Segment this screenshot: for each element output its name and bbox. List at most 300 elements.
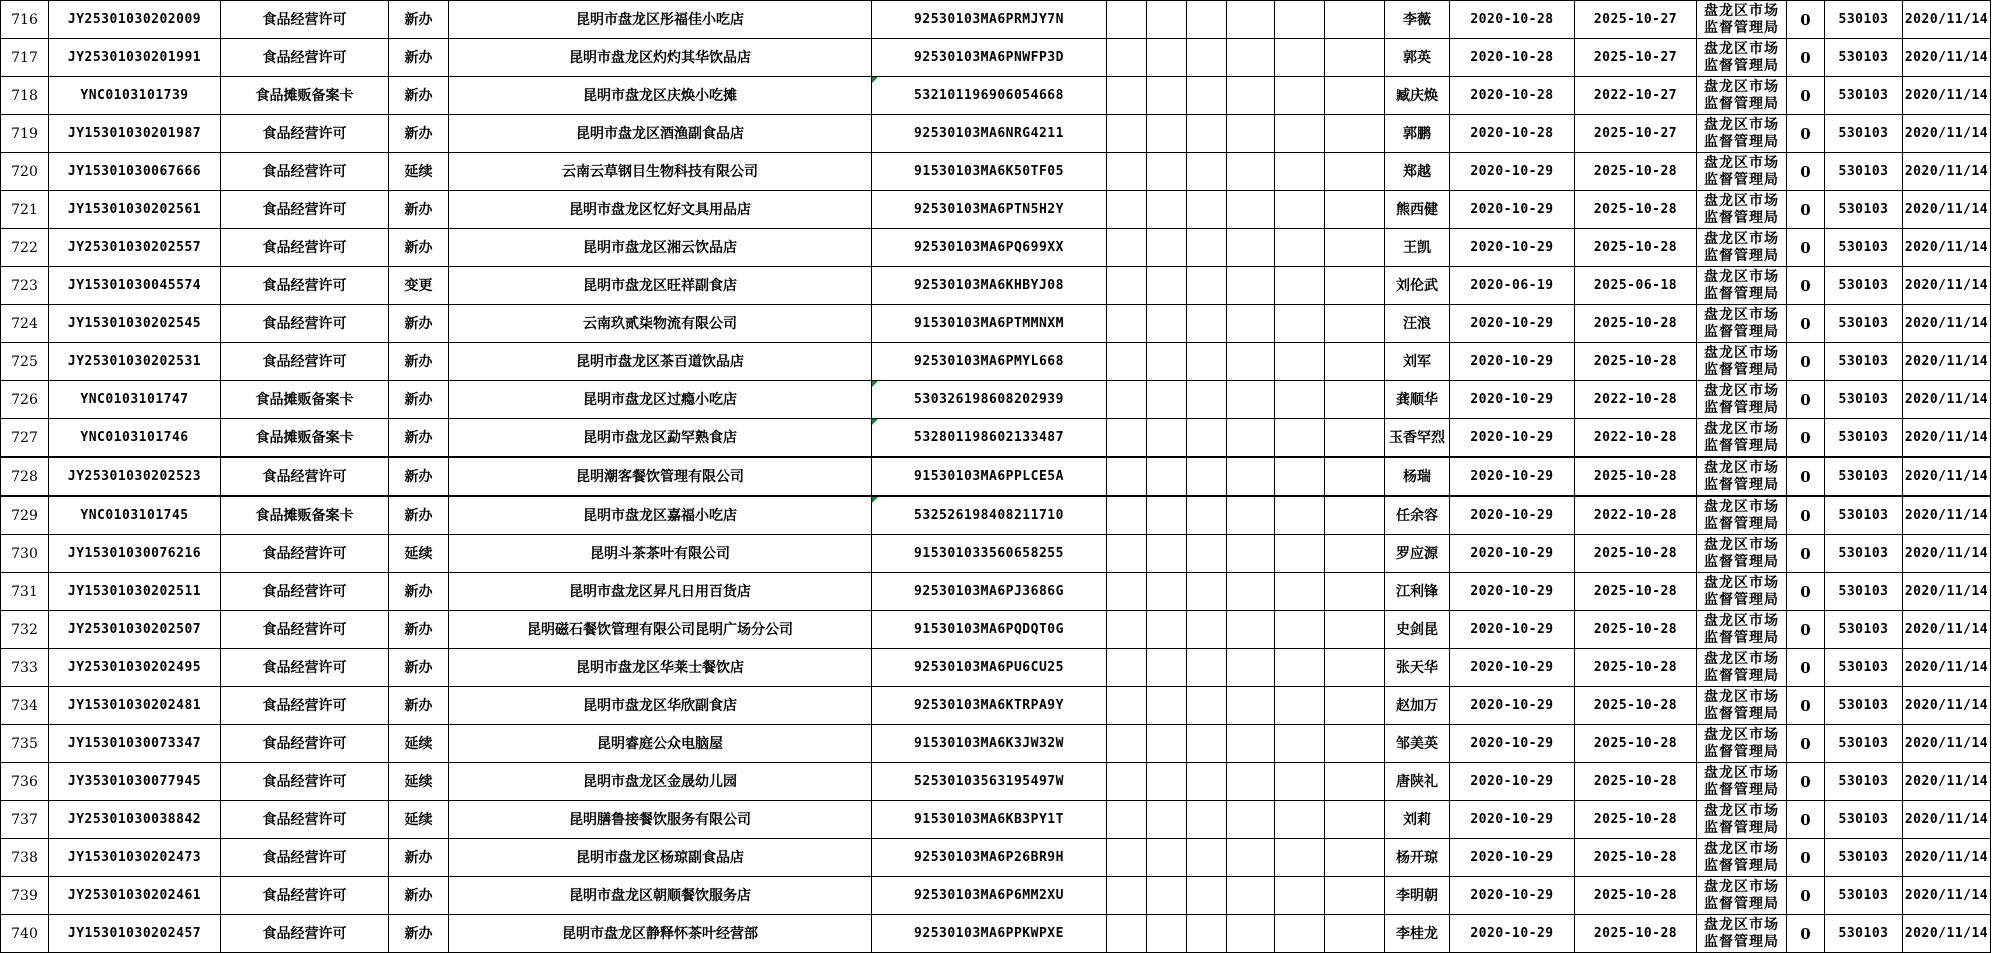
publish-date: 2020/11/14 <box>1903 457 1991 496</box>
empty-cell <box>1325 343 1385 381</box>
status-code: 0 <box>1787 305 1825 343</box>
license-number: JY15301030202481 <box>49 687 221 725</box>
empty-cell <box>1187 39 1227 77</box>
empty-cell <box>1275 496 1325 535</box>
status-code: 0 <box>1787 381 1825 419</box>
district-code: 530103 <box>1825 839 1903 877</box>
table-row <box>1 496 1991 535</box>
row-index: 735 <box>1 725 49 763</box>
empty-cell <box>1107 725 1147 763</box>
valid-to: 2025-10-27 <box>1575 1 1697 39</box>
row-index: 718 <box>1 77 49 115</box>
empty-cell <box>1187 267 1227 305</box>
empty-cell <box>1227 725 1275 763</box>
empty-cell <box>1147 381 1187 419</box>
table-row <box>1 839 1991 877</box>
issuing-authority: 盘龙区市场监督管理局 <box>1697 77 1787 115</box>
district-code: 530103 <box>1825 801 1903 839</box>
empty-cell <box>1325 496 1385 535</box>
legal-person: 郭鹏 <box>1385 115 1450 153</box>
license-type: 食品经营许可 <box>221 115 389 153</box>
empty-cell <box>1147 305 1187 343</box>
legal-person: 赵加万 <box>1385 687 1450 725</box>
empty-cell <box>1147 687 1187 725</box>
empty-cell <box>1227 305 1275 343</box>
valid-to: 2025-10-28 <box>1575 611 1697 649</box>
license-number: JY25301030202507 <box>49 611 221 649</box>
district-code: 530103 <box>1825 229 1903 267</box>
status-code: 0 <box>1787 915 1825 953</box>
legal-person: 熊西健 <box>1385 191 1450 229</box>
status-code: 0 <box>1787 39 1825 77</box>
empty-cell <box>1275 153 1325 191</box>
legal-person: 史剑昆 <box>1385 611 1450 649</box>
valid-from: 2020-10-28 <box>1450 1 1575 39</box>
valid-from: 2020-10-29 <box>1450 419 1575 458</box>
valid-to: 2025-10-28 <box>1575 801 1697 839</box>
empty-cell <box>1227 573 1275 611</box>
issuing-authority: 盘龙区市场监督管理局 <box>1697 457 1787 496</box>
row-index: 717 <box>1 39 49 77</box>
business-name: 昆明睿庭公众电脑屋 <box>449 725 872 763</box>
business-name: 昆明市盘龙区彤福佳小吃店 <box>449 1 872 39</box>
empty-cell <box>1227 763 1275 801</box>
empty-cell <box>1275 915 1325 953</box>
row-index: 727 <box>1 419 49 458</box>
valid-to: 2025-10-27 <box>1575 39 1697 77</box>
business-name: 昆明潮客餐饮管理有限公司 <box>449 457 872 496</box>
issuing-authority: 盘龙区市场监督管理局 <box>1697 1 1787 39</box>
valid-to: 2025-10-28 <box>1575 457 1697 496</box>
empty-cell <box>1227 801 1275 839</box>
action-type: 新办 <box>389 687 449 725</box>
empty-cell <box>1275 457 1325 496</box>
empty-cell <box>1147 77 1187 115</box>
empty-cell <box>1275 801 1325 839</box>
valid-from: 2020-10-29 <box>1450 877 1575 915</box>
action-type: 新办 <box>389 1 449 39</box>
legal-person: 刘军 <box>1385 343 1450 381</box>
license-number: YNC0103101745 <box>49 496 221 535</box>
business-name: 云南玖贰柒物流有限公司 <box>449 305 872 343</box>
empty-cell <box>1187 535 1227 573</box>
table-row <box>1 1 1991 39</box>
license-type: 食品经营许可 <box>221 229 389 267</box>
valid-from: 2020-10-29 <box>1450 649 1575 687</box>
license-type: 食品经营许可 <box>221 763 389 801</box>
row-index: 734 <box>1 687 49 725</box>
row-index: 726 <box>1 381 49 419</box>
valid-to: 2022-10-28 <box>1575 419 1697 458</box>
issuing-authority: 盘龙区市场监督管理局 <box>1697 39 1787 77</box>
empty-cell <box>1187 763 1227 801</box>
valid-from: 2020-10-29 <box>1450 725 1575 763</box>
empty-cell <box>1107 305 1147 343</box>
row-index: 723 <box>1 267 49 305</box>
credit-code: 92530103MA6PRMJY7N <box>872 1 1107 39</box>
empty-cell <box>1107 649 1147 687</box>
legal-person: 张天华 <box>1385 649 1450 687</box>
empty-cell <box>1187 496 1227 535</box>
credit-code: 91530103MA6PPLCE5A <box>872 457 1107 496</box>
empty-cell <box>1227 267 1275 305</box>
license-number: JY25301030202461 <box>49 877 221 915</box>
empty-cell <box>1147 496 1187 535</box>
credit-code: 532101196906054668 <box>872 77 1107 115</box>
district-code: 530103 <box>1825 725 1903 763</box>
empty-cell <box>1107 229 1147 267</box>
issuing-authority: 盘龙区市场监督管理局 <box>1697 801 1787 839</box>
empty-cell <box>1325 153 1385 191</box>
issuing-authority: 盘龙区市场监督管理局 <box>1697 343 1787 381</box>
credit-code: 91530103MA6KB3PY1T <box>872 801 1107 839</box>
district-code: 530103 <box>1825 877 1903 915</box>
valid-from: 2020-10-29 <box>1450 496 1575 535</box>
empty-cell <box>1325 535 1385 573</box>
status-code: 0 <box>1787 1 1825 39</box>
empty-cell <box>1187 115 1227 153</box>
empty-cell <box>1107 343 1147 381</box>
empty-cell <box>1325 725 1385 763</box>
action-type: 延续 <box>389 763 449 801</box>
valid-to: 2025-10-28 <box>1575 725 1697 763</box>
empty-cell <box>1147 915 1187 953</box>
empty-cell <box>1325 839 1385 877</box>
valid-from: 2020-10-29 <box>1450 381 1575 419</box>
license-number: JY25301030202557 <box>49 229 221 267</box>
empty-cell <box>1227 153 1275 191</box>
district-code: 530103 <box>1825 153 1903 191</box>
empty-cell <box>1275 343 1325 381</box>
publish-date: 2020/11/14 <box>1903 229 1991 267</box>
district-code: 530103 <box>1825 419 1903 458</box>
district-code: 530103 <box>1825 457 1903 496</box>
credit-code: 91530103MA6PTMMNXM <box>872 305 1107 343</box>
empty-cell <box>1227 687 1275 725</box>
row-index: 716 <box>1 1 49 39</box>
row-index: 729 <box>1 496 49 535</box>
empty-cell <box>1325 77 1385 115</box>
status-code: 0 <box>1787 725 1825 763</box>
business-name: 昆明市盘龙区华欣副食店 <box>449 687 872 725</box>
license-type: 食品经营许可 <box>221 39 389 77</box>
publish-date: 2020/11/14 <box>1903 115 1991 153</box>
valid-from: 2020-10-29 <box>1450 839 1575 877</box>
legal-person: 邹美英 <box>1385 725 1450 763</box>
credit-code: 92530103MA6P6MM2XU <box>872 877 1107 915</box>
legal-person: 唐陕礼 <box>1385 763 1450 801</box>
business-name: 昆明市盘龙区酒渔副食品店 <box>449 115 872 153</box>
empty-cell <box>1325 419 1385 458</box>
legal-person: 龚顺华 <box>1385 381 1450 419</box>
table-row <box>1 573 1991 611</box>
status-code: 0 <box>1787 573 1825 611</box>
business-name: 昆明市盘龙区昇凡日用百货店 <box>449 573 872 611</box>
license-type: 食品经营许可 <box>221 153 389 191</box>
business-name: 昆明市盘龙区过瘾小吃店 <box>449 381 872 419</box>
issuing-authority: 盘龙区市场监督管理局 <box>1697 573 1787 611</box>
publish-date: 2020/11/14 <box>1903 649 1991 687</box>
status-code: 0 <box>1787 419 1825 458</box>
action-type: 新办 <box>389 343 449 381</box>
license-table-body <box>1 1 1991 953</box>
empty-cell <box>1147 801 1187 839</box>
legal-person: 江利锋 <box>1385 573 1450 611</box>
license-number: JY35301030077945 <box>49 763 221 801</box>
publish-date: 2020/11/14 <box>1903 535 1991 573</box>
credit-code: 91530103MA6K3JW32W <box>872 725 1107 763</box>
action-type: 新办 <box>389 419 449 458</box>
empty-cell <box>1107 381 1147 419</box>
legal-person: 刘伦武 <box>1385 267 1450 305</box>
empty-cell <box>1107 763 1147 801</box>
empty-cell <box>1187 839 1227 877</box>
table-row <box>1 801 1991 839</box>
status-code: 0 <box>1787 496 1825 535</box>
business-name: 昆明市盘龙区忆好文具用品店 <box>449 191 872 229</box>
row-index: 736 <box>1 763 49 801</box>
valid-to: 2025-10-27 <box>1575 115 1697 153</box>
issuing-authority: 盘龙区市场监督管理局 <box>1697 687 1787 725</box>
status-code: 0 <box>1787 649 1825 687</box>
valid-to: 2025-10-28 <box>1575 305 1697 343</box>
business-name: 昆明市盘龙区朝顺餐饮服务店 <box>449 877 872 915</box>
table-row <box>1 611 1991 649</box>
district-code: 530103 <box>1825 39 1903 77</box>
action-type: 延续 <box>389 153 449 191</box>
empty-cell <box>1227 381 1275 419</box>
empty-cell <box>1325 229 1385 267</box>
table-row <box>1 77 1991 115</box>
publish-date: 2020/11/14 <box>1903 305 1991 343</box>
valid-to: 2022-10-27 <box>1575 77 1697 115</box>
status-code: 0 <box>1787 77 1825 115</box>
empty-cell <box>1187 687 1227 725</box>
district-code: 530103 <box>1825 687 1903 725</box>
valid-to: 2025-10-28 <box>1575 687 1697 725</box>
empty-cell <box>1275 267 1325 305</box>
valid-to: 2025-10-28 <box>1575 229 1697 267</box>
business-name: 昆明市盘龙区湘云饮品店 <box>449 229 872 267</box>
action-type: 变更 <box>389 267 449 305</box>
publish-date: 2020/11/14 <box>1903 39 1991 77</box>
license-number: JY15301030202561 <box>49 191 221 229</box>
table-row <box>1 305 1991 343</box>
license-number: JY15301030073347 <box>49 725 221 763</box>
table-row <box>1 153 1991 191</box>
empty-cell <box>1227 115 1275 153</box>
action-type: 新办 <box>389 115 449 153</box>
publish-date: 2020/11/14 <box>1903 419 1991 458</box>
license-type: 食品经营许可 <box>221 535 389 573</box>
credit-code: 91530103MA6K50TF05 <box>872 153 1107 191</box>
empty-cell <box>1275 725 1325 763</box>
license-number: JY15301030202457 <box>49 915 221 953</box>
license-number: JY25301030202009 <box>49 1 221 39</box>
empty-cell <box>1325 267 1385 305</box>
district-code: 530103 <box>1825 305 1903 343</box>
empty-cell <box>1147 115 1187 153</box>
credit-code: 91530103MA6PQDQT0G <box>872 611 1107 649</box>
action-type: 延续 <box>389 535 449 573</box>
empty-cell <box>1147 153 1187 191</box>
status-code: 0 <box>1787 839 1825 877</box>
empty-cell <box>1275 77 1325 115</box>
license-number: JY25301030202523 <box>49 457 221 496</box>
empty-cell <box>1227 877 1275 915</box>
issuing-authority: 盘龙区市场监督管理局 <box>1697 839 1787 877</box>
issuing-authority: 盘龙区市场监督管理局 <box>1697 496 1787 535</box>
credit-code: 52530103563195497W <box>872 763 1107 801</box>
empty-cell <box>1187 381 1227 419</box>
license-type: 食品经营许可 <box>221 877 389 915</box>
publish-date: 2020/11/14 <box>1903 496 1991 535</box>
table-row <box>1 535 1991 573</box>
empty-cell <box>1147 839 1187 877</box>
empty-cell <box>1325 649 1385 687</box>
empty-cell <box>1147 611 1187 649</box>
publish-date: 2020/11/14 <box>1903 915 1991 953</box>
table-row <box>1 115 1991 153</box>
issuing-authority: 盘龙区市场监督管理局 <box>1697 915 1787 953</box>
empty-cell <box>1325 763 1385 801</box>
row-index: 738 <box>1 839 49 877</box>
row-index: 730 <box>1 535 49 573</box>
empty-cell <box>1325 1 1385 39</box>
table-row <box>1 419 1991 458</box>
valid-from: 2020-10-29 <box>1450 573 1575 611</box>
valid-to: 2022-10-28 <box>1575 381 1697 419</box>
license-type: 食品摊贩备案卡 <box>221 381 389 419</box>
valid-from: 2020-10-28 <box>1450 77 1575 115</box>
empty-cell <box>1227 229 1275 267</box>
district-code: 530103 <box>1825 611 1903 649</box>
empty-cell <box>1227 915 1275 953</box>
valid-to: 2025-10-28 <box>1575 153 1697 191</box>
credit-code: 92530103MA6PQ699XX <box>872 229 1107 267</box>
empty-cell <box>1325 801 1385 839</box>
row-index: 733 <box>1 649 49 687</box>
valid-from: 2020-10-29 <box>1450 305 1575 343</box>
empty-cell <box>1147 39 1187 77</box>
license-number: JY15301030202473 <box>49 839 221 877</box>
status-code: 0 <box>1787 153 1825 191</box>
district-code: 530103 <box>1825 381 1903 419</box>
empty-cell <box>1325 457 1385 496</box>
business-name: 昆明市盘龙区旺祥副食店 <box>449 267 872 305</box>
license-type: 食品经营许可 <box>221 915 389 953</box>
table-row <box>1 725 1991 763</box>
license-type: 食品经营许可 <box>221 573 389 611</box>
license-type: 食品经营许可 <box>221 343 389 381</box>
empty-cell <box>1227 839 1275 877</box>
status-code: 0 <box>1787 611 1825 649</box>
empty-cell <box>1107 496 1147 535</box>
legal-person: 郑越 <box>1385 153 1450 191</box>
empty-cell <box>1187 305 1227 343</box>
business-name: 昆明斗茶茶叶有限公司 <box>449 535 872 573</box>
table-row <box>1 877 1991 915</box>
publish-date: 2020/11/14 <box>1903 191 1991 229</box>
empty-cell <box>1187 725 1227 763</box>
empty-cell <box>1107 573 1147 611</box>
district-code: 530103 <box>1825 649 1903 687</box>
valid-from: 2020-10-29 <box>1450 801 1575 839</box>
empty-cell <box>1107 153 1147 191</box>
district-code: 530103 <box>1825 1 1903 39</box>
license-type: 食品经营许可 <box>221 1 389 39</box>
empty-cell <box>1187 801 1227 839</box>
credit-code: 92530103MA6PU6CU25 <box>872 649 1107 687</box>
action-type: 新办 <box>389 39 449 77</box>
publish-date: 2020/11/14 <box>1903 343 1991 381</box>
empty-cell <box>1227 611 1275 649</box>
empty-cell <box>1107 267 1147 305</box>
license-number: JY15301030202545 <box>49 305 221 343</box>
license-type: 食品经营许可 <box>221 687 389 725</box>
empty-cell <box>1187 457 1227 496</box>
empty-cell <box>1187 419 1227 458</box>
empty-cell <box>1325 611 1385 649</box>
empty-cell <box>1147 191 1187 229</box>
credit-code: 532801198602133487 <box>872 419 1107 458</box>
license-number: JY25301030202531 <box>49 343 221 381</box>
license-number: JY15301030045574 <box>49 267 221 305</box>
issuing-authority: 盘龙区市场监督管理局 <box>1697 267 1787 305</box>
license-number: JY25301030202495 <box>49 649 221 687</box>
empty-cell <box>1227 496 1275 535</box>
valid-from: 2020-10-29 <box>1450 687 1575 725</box>
action-type: 新办 <box>389 573 449 611</box>
valid-from: 2020-10-29 <box>1450 191 1575 229</box>
publish-date: 2020/11/14 <box>1903 573 1991 611</box>
license-number: YNC0103101747 <box>49 381 221 419</box>
row-index: 728 <box>1 457 49 496</box>
publish-date: 2020/11/14 <box>1903 381 1991 419</box>
issuing-authority: 盘龙区市场监督管理局 <box>1697 381 1787 419</box>
empty-cell <box>1275 535 1325 573</box>
table-row <box>1 381 1991 419</box>
empty-cell <box>1187 77 1227 115</box>
license-type: 食品经营许可 <box>221 649 389 687</box>
legal-person: 李薇 <box>1385 1 1450 39</box>
empty-cell <box>1187 1 1227 39</box>
empty-cell <box>1325 191 1385 229</box>
issuing-authority: 盘龙区市场监督管理局 <box>1697 153 1787 191</box>
business-name: 昆明市盘龙区庆焕小吃摊 <box>449 77 872 115</box>
row-index: 732 <box>1 611 49 649</box>
credit-code: 532526198408211710 <box>872 496 1107 535</box>
status-code: 0 <box>1787 763 1825 801</box>
publish-date: 2020/11/14 <box>1903 687 1991 725</box>
valid-from: 2020-10-29 <box>1450 763 1575 801</box>
district-code: 530103 <box>1825 763 1903 801</box>
credit-code: 92530103MA6KHBYJ08 <box>872 267 1107 305</box>
valid-to: 2025-10-28 <box>1575 915 1697 953</box>
action-type: 新办 <box>389 191 449 229</box>
valid-to: 2025-06-18 <box>1575 267 1697 305</box>
business-name: 昆明市盘龙区勐罕熟食店 <box>449 419 872 458</box>
valid-from: 2020-10-29 <box>1450 611 1575 649</box>
status-code: 0 <box>1787 687 1825 725</box>
license-type: 食品经营许可 <box>221 725 389 763</box>
action-type: 新办 <box>389 229 449 267</box>
license-type: 食品经营许可 <box>221 611 389 649</box>
legal-person: 汪浪 <box>1385 305 1450 343</box>
empty-cell <box>1107 535 1147 573</box>
publish-date: 2020/11/14 <box>1903 267 1991 305</box>
empty-cell <box>1187 915 1227 953</box>
